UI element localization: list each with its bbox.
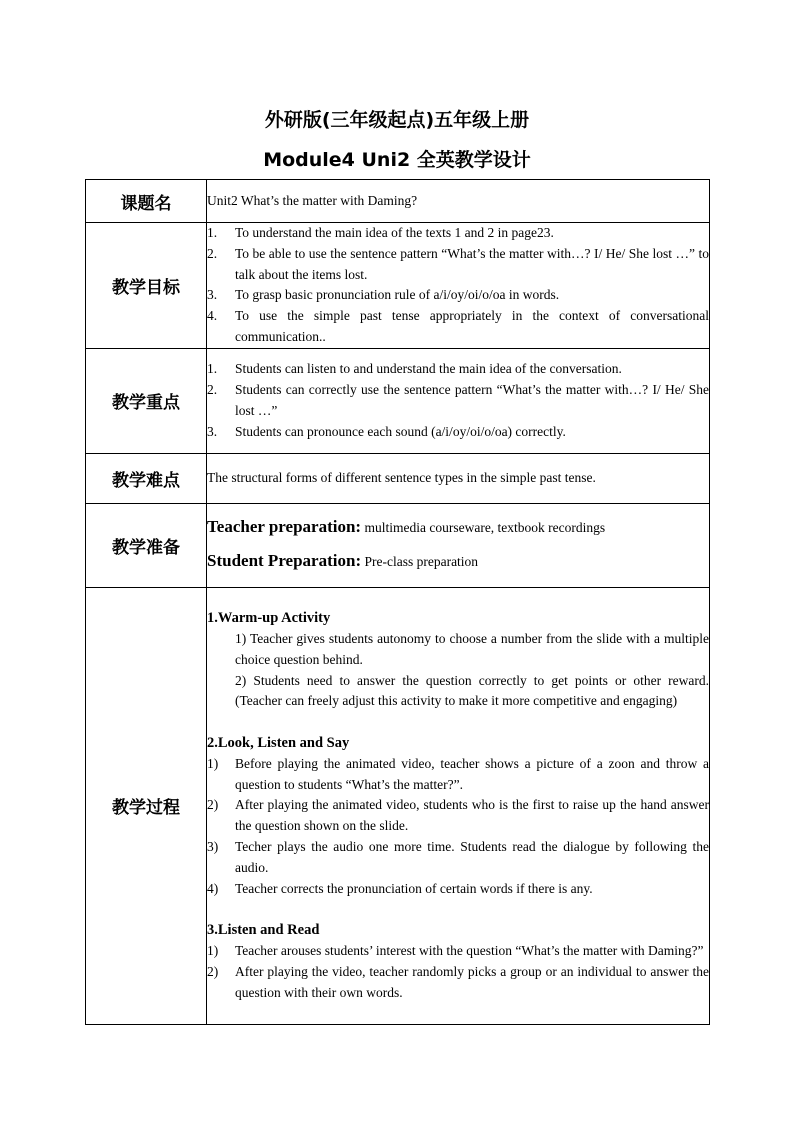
process-content [207,587,710,1024]
process-row [86,587,710,1024]
preparation-label: 教学准备 [86,503,207,587]
student-preparation: Student Preparation: Pre-class preparation [207,551,479,571]
objectives-list [207,223,710,349]
topic-row [86,180,710,223]
preparation-row [86,503,710,587]
list-item: 2. Students can correctly use the sentence pattern “What’s the matter with…? I/ He/ She lost …” [207,381,709,418]
process-label: 教学过程 [86,587,207,1024]
section-heading: 2.Look, Listen and Say [207,734,350,751]
preparation-content [207,503,710,587]
list-item: 3. Students can pronounce each sound (a/i/oy/oi/o/oa) correctly. [207,423,566,439]
section-heading: 1.Warm-up Activity [207,610,331,627]
topic-value: Unit2 What’s the matter with Daming? [207,180,710,223]
topic-label: 课题名 [86,180,207,223]
key-points-list [207,348,710,453]
list-item: 2) After playing the animated video, students who is the first to raise up the hand answer the question shown on the slide. [207,797,709,834]
document-subtitle: Module4 Uni2 全英教学设计 [263,149,531,171]
difficulties-label: 教学难点 [86,453,207,503]
list-item: 1. Students can listen to and understand the main idea of the conversation. [207,361,622,377]
list-item: 2. To be able to use the sentence pattern “What’s the matter with…? I/ He/ She lost …” to talk about the items lost. [207,245,709,282]
lesson-plan-table [85,179,710,1025]
key-points-row [86,348,710,453]
objectives-row [86,223,710,349]
document-title: 外研版(三年级起点)五年级上册 [264,109,530,131]
objectives-label: 教学目标 [86,223,207,349]
key-points-label: 教学重点 [86,348,207,453]
teacher-preparation: Teacher preparation: multimedia courseware, textbook recordings [207,517,606,537]
section-heading: 3.Listen and Read [207,922,320,939]
list-item: 3. To grasp basic pronunciation rule of a/i/oy/oi/o/oa in words. [207,287,560,303]
list-item: 4) Teacher corrects the pronunciation of certain words if there is any. [207,880,593,896]
difficulties-row [86,453,710,503]
list-item: 2) After playing the video, teacher randomly picks a group or an individual to answer the question with their own words. [207,963,709,1000]
list-item: 4. To use the simple past tense appropriately in the context of conversational communication.. [207,308,709,344]
difficulties-text: The structural forms of different sentence types in the simple past tense. [207,453,710,503]
list-item: 1) Teacher arouses students’ interest with the question “What’s the matter with Daming?” [207,942,704,958]
process-paragraph: 2) Students need to answer the question correctly to get points or other reward. (Teacher can freely adjust this activity to make it more competitive and engaging) [235,672,709,709]
process-paragraph: 1) Teacher gives students autonomy to choose a number from the slide with a multiple choice question behind. [235,631,709,667]
list-item: 1) Before playing the animated video, teacher shows a picture of a zoon and throw a question to students “What’s the matter?”. [207,755,709,792]
list-item: 1. To understand the main idea of the texts 1 and 2 in page23. [207,225,554,240]
list-item: 3) Techer plays the audio one more time. Students read the dialogue by following the audio. [207,838,709,875]
